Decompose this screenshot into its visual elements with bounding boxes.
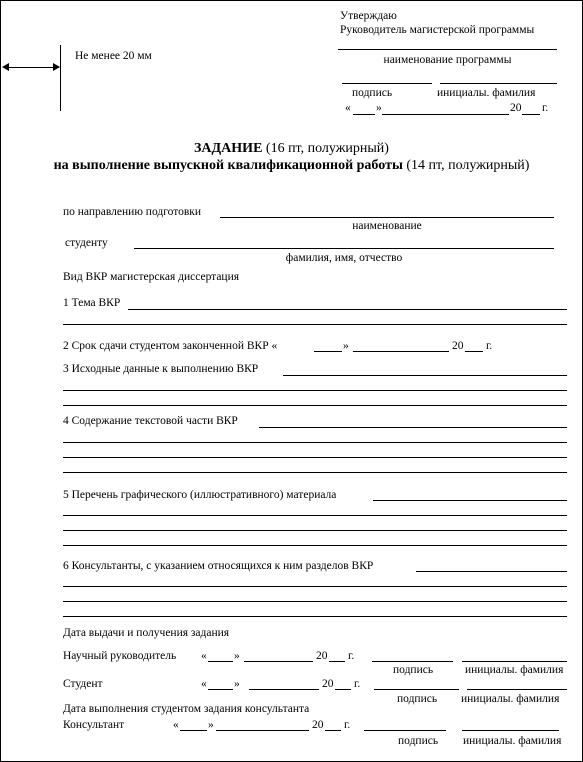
direction-caption: наименование <box>352 220 422 232</box>
deadline-month-line[interactable] <box>353 351 449 352</box>
supervisor-quote-close: » <box>234 650 240 662</box>
student-name-caption: инициалы. фамилия <box>461 693 560 705</box>
margin-arrow-right-head <box>53 63 60 71</box>
student-sign-caption: подпись <box>397 693 438 705</box>
consultants-label: 6 Консультанты, с указанием относящихся к ним разделов ВКР <box>63 560 374 572</box>
assignment-subheading <box>1 158 582 174</box>
consultant-label: Консультант <box>63 719 125 731</box>
student-caption: фамилия, имя, отчество <box>285 252 403 264</box>
content-line-2[interactable] <box>63 442 567 443</box>
initial-data-line-3[interactable] <box>63 405 567 406</box>
consultants-line-1[interactable] <box>416 571 567 572</box>
graphics-line-2[interactable] <box>63 515 567 516</box>
consultant-year-line[interactable] <box>325 730 341 731</box>
deadline-year: 20 <box>452 340 464 352</box>
deadline-label: 2 Срок сдачи студентом законченной ВКР « <box>63 340 278 352</box>
consultants-line-4[interactable] <box>63 616 567 617</box>
graphics-line-4[interactable] <box>63 545 567 546</box>
student-quote-open: « <box>201 678 207 690</box>
supervisor-day-line[interactable] <box>208 661 233 662</box>
supervisor-label: Научный руководитель <box>63 650 177 662</box>
deadline-mid: » <box>343 340 349 352</box>
supervisor-name-line[interactable] <box>462 661 567 662</box>
graphics-line-1[interactable] <box>373 500 567 501</box>
approve-month-line[interactable] <box>382 114 509 115</box>
deadline-day-line[interactable] <box>314 351 342 352</box>
consultant-date-label: Дата выполнения студентом задания консультанта <box>63 703 310 715</box>
approve-date-open: « <box>345 102 351 114</box>
content-line-4[interactable] <box>63 472 567 473</box>
supervisor-year: 20 <box>316 650 328 662</box>
student-day-line[interactable] <box>208 689 233 690</box>
approve-name-caption: инициалы. фамилия <box>437 87 536 99</box>
margin-arrow-shaft <box>8 67 59 68</box>
content-line-3[interactable] <box>63 457 567 458</box>
heading-subtitle: на выполнение выпускной квалификационной работы <box>53 158 403 173</box>
consultant-sign-caption: подпись <box>398 735 439 747</box>
program-caption: наименование программы <box>383 54 512 66</box>
approve-sign-caption: подпись <box>352 87 393 99</box>
margin-boundary-line <box>60 45 61 111</box>
consultant-sign-line[interactable] <box>364 730 446 731</box>
heading-title: ЗАДАНИЕ <box>194 141 263 156</box>
consultant-name-line[interactable] <box>462 730 559 731</box>
consultant-month-line[interactable] <box>216 730 309 731</box>
issue-date-label: Дата выдачи и получения задания <box>63 627 230 639</box>
approve-head: Руководитель магистерской программы <box>340 24 535 36</box>
student-year-suffix: г. <box>354 678 361 690</box>
approve-day-line[interactable] <box>353 114 375 115</box>
supervisor-name-caption: инициалы. фамилия <box>465 664 564 676</box>
consultants-line-2[interactable] <box>63 586 567 587</box>
student-sign-label: Студент <box>63 678 103 690</box>
student-year: 20 <box>322 678 334 690</box>
initial-data-line-1[interactable] <box>283 375 567 376</box>
supervisor-year-suffix: г. <box>348 650 355 662</box>
topic-line-2[interactable] <box>63 324 567 325</box>
supervisor-sign-caption: подпись <box>393 664 434 676</box>
initial-data-label: 3 Исходные данные к выполнению ВКР <box>63 363 259 375</box>
student-sign-line[interactable] <box>374 689 459 690</box>
approve-date-close: » <box>376 102 382 114</box>
consultant-quote-open: « <box>173 719 179 731</box>
content-line-1[interactable] <box>259 427 567 428</box>
approve-name-line[interactable] <box>440 83 557 84</box>
supervisor-month-line[interactable] <box>244 661 313 662</box>
student-label: студенту <box>65 237 108 249</box>
graphics-line-3[interactable] <box>63 530 567 531</box>
graphics-label: 5 Перечень графического (иллюстративного) материала <box>63 489 337 501</box>
deadline-year-line[interactable] <box>465 351 483 352</box>
consultant-quote-close: » <box>208 719 214 731</box>
direction-line[interactable] <box>220 217 554 218</box>
consultants-line-3[interactable] <box>63 601 567 602</box>
student-quote-close: » <box>234 678 240 690</box>
consultant-name-caption: инициалы. фамилия <box>463 735 562 747</box>
supervisor-year-line[interactable] <box>329 661 345 662</box>
student-line[interactable] <box>134 248 554 249</box>
approve-title: Утверждаю <box>340 10 397 22</box>
deadline-suffix: г. <box>486 340 493 352</box>
student-name-line[interactable] <box>467 689 567 690</box>
topic-line-1[interactable] <box>128 309 567 310</box>
heading-subtitle-note: (14 пт, полужирный) <box>402 158 530 173</box>
supervisor-sign-line[interactable] <box>372 661 453 662</box>
thesis-type: Вид ВКР магистерская диссертация <box>63 271 240 283</box>
approve-year-suffix: г. <box>542 102 549 114</box>
content-label: 4 Содержание текстовой части ВКР <box>63 415 238 427</box>
assignment-heading <box>1 141 582 157</box>
supervisor-quote-open: « <box>201 650 207 662</box>
consultant-year: 20 <box>312 719 324 731</box>
direction-label: по направлению подготовки <box>63 206 202 218</box>
student-year-line[interactable] <box>335 689 351 690</box>
initial-data-line-2[interactable] <box>63 390 567 391</box>
consultant-day-line[interactable] <box>180 730 207 731</box>
heading-title-note: (16 пт, полужирный) <box>262 141 389 156</box>
approve-year-line[interactable] <box>522 114 540 115</box>
approve-sign-line[interactable] <box>342 83 432 84</box>
program-name-line[interactable] <box>338 49 557 50</box>
consultant-year-suffix: г. <box>344 719 351 731</box>
margin-note: Не менее 20 мм <box>75 50 152 62</box>
margin-arrow-left-head <box>2 63 9 71</box>
student-month-line[interactable] <box>249 689 319 690</box>
approve-year-prefix: 20 <box>510 102 522 114</box>
topic-label: 1 Тема ВКР <box>63 297 121 309</box>
